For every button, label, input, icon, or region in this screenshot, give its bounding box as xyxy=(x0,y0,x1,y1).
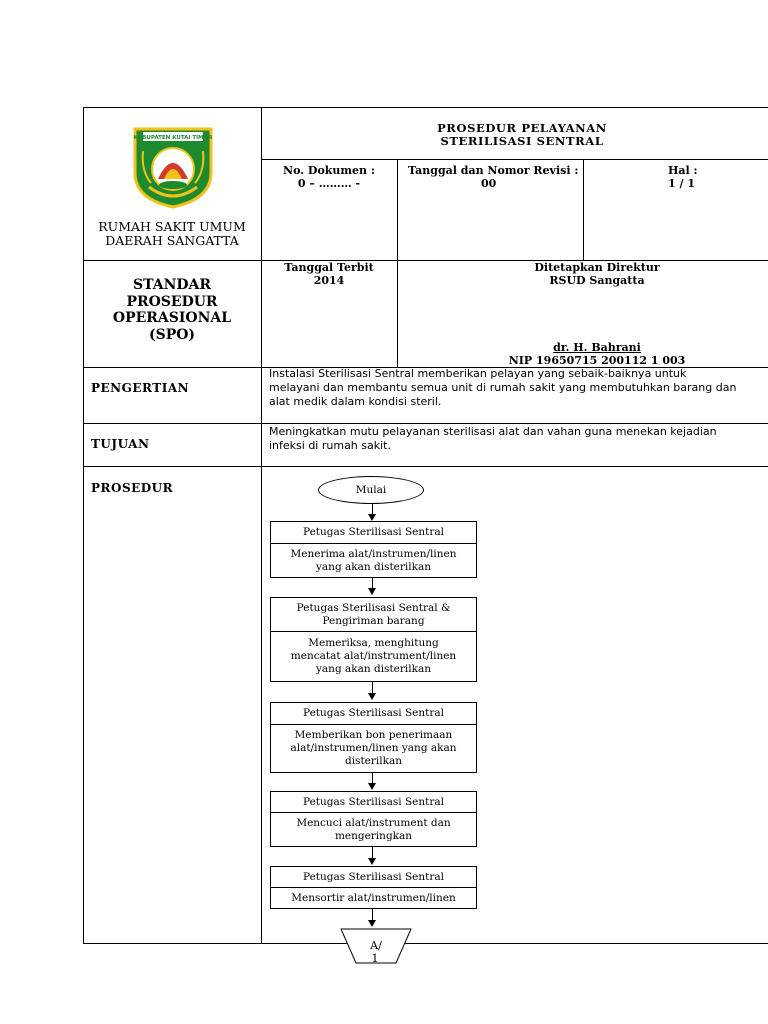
page-label: Hal : xyxy=(668,164,698,177)
approved-org: RSUD Sangatta xyxy=(549,274,645,287)
section-label-pengertian: PENGERTIAN xyxy=(91,381,190,395)
page-value: 1 / 1 xyxy=(668,177,695,190)
hospital-name-line1: RUMAH SAKIT UMUM xyxy=(98,219,246,234)
step1-actor: Petugas Sterilisasi Sentral xyxy=(303,526,444,538)
approval-cell xyxy=(397,261,768,287)
tujuan-line2: infeksi di rumah sakit. xyxy=(269,439,391,452)
table-border-top xyxy=(83,107,768,108)
director-name: dr. H. Bahrani xyxy=(553,341,641,354)
issue-date-value: 2014 xyxy=(313,274,345,287)
document-title-line1: PROSEDUR PELAYANAN xyxy=(437,121,607,135)
step4-action-line1: Mencuci alat/instrument dan xyxy=(296,816,451,829)
spo-title xyxy=(83,277,261,343)
revision-divider xyxy=(583,159,584,260)
flow-arrow-1-head xyxy=(368,514,376,521)
flow-arrow-6-head xyxy=(368,920,376,927)
hospital-name xyxy=(83,220,261,248)
step5-actor: Petugas Sterilisasi Sentral xyxy=(303,870,444,883)
flow-start-label: Mulai xyxy=(355,483,387,496)
step2-actor-line2: Pengiriman barang xyxy=(322,614,425,627)
pengertian-line1: Instalasi Sterilisasi Sentral memberikan pelayan yang sebaik-baiknya untuk xyxy=(269,367,687,380)
page-cell xyxy=(668,164,728,190)
spo-title-line3: OPERASIONAL xyxy=(112,310,232,326)
step3-action-line1: Memberikan bon penerimaan xyxy=(294,729,453,741)
flow-arrow-2-head xyxy=(368,588,376,595)
step1-action-box xyxy=(270,543,477,578)
approved-label: Ditetapkan Direktur xyxy=(534,261,660,274)
step5-actor-box xyxy=(270,866,477,888)
logo-banner-text: KABUPATEN KUTAI TIMUR xyxy=(133,135,213,141)
hospital-name-line2: DAERAH SANGATTA xyxy=(105,233,239,248)
step3-action-box xyxy=(270,724,477,773)
step2-actor-line1: Petugas Sterilisasi Sentral & xyxy=(296,601,451,614)
step5-action-box xyxy=(270,887,477,909)
step3-action-line2: alat/instrumen/linen yang akan xyxy=(290,742,457,754)
director-nip: NIP 19650715 200112 1 003 xyxy=(508,354,686,367)
doc-number-cell xyxy=(261,164,397,190)
step2-action-line3: yang akan disterilkan xyxy=(315,663,432,675)
flow-arrow-4-head xyxy=(368,783,376,790)
label-column-divider xyxy=(261,107,262,944)
hospital-logo xyxy=(129,121,217,209)
revision-label: Tanggal dan Nomor Revisi : xyxy=(408,164,579,177)
step1-actor-box xyxy=(270,521,477,544)
issue-date-label: Tanggal Terbit xyxy=(284,261,374,274)
document-title-line2: STERILISASI SENTRAL xyxy=(440,134,604,148)
step1-action-line1: Menerima alat/instrumen/linen xyxy=(290,547,457,560)
issue-date-cell xyxy=(261,261,397,287)
connector-label-line1: A/ xyxy=(370,939,382,952)
row-divider-4 xyxy=(83,466,768,467)
header-title-divider xyxy=(261,159,768,160)
flow-arrow-5-head xyxy=(368,858,376,865)
revision-value: 00 xyxy=(481,177,497,190)
section-label-prosedur: PROSEDUR xyxy=(91,481,174,495)
step2-action-line2: mencatat alat/instrument/linen xyxy=(290,650,457,662)
revision-cell xyxy=(408,164,583,190)
step2-actor-box xyxy=(270,597,477,632)
step2-action-line1: Memeriksa, menghitung xyxy=(308,637,439,649)
flow-arrow-3-head xyxy=(368,693,376,700)
step4-action-box xyxy=(270,812,477,847)
step4-actor: Petugas Sterilisasi Sentral xyxy=(303,795,444,808)
offpage-connector-label xyxy=(350,939,402,965)
pengertian-line3: alat medik dalam kondisi steril. xyxy=(269,395,442,408)
step3-actor: Petugas Sterilisasi Sentral xyxy=(303,707,444,719)
doc-number-value: 0 – ……… - xyxy=(297,177,361,190)
pengertian-line2: melayani dan membantu semua unit di rumah sakit yang membutuhkan barang dan xyxy=(269,381,737,394)
step3-action-line3: disterilkan xyxy=(344,755,403,767)
step5-action: Mensortir alat/instrumen/linen xyxy=(291,891,456,904)
step4-action-line2: mengeringkan xyxy=(334,829,413,842)
spo-title-line4: (SPO) xyxy=(148,326,196,343)
spo-title-line1: STANDAR xyxy=(132,277,212,293)
doc-number-label: No. Dokumen : xyxy=(283,164,375,177)
tujuan-text xyxy=(269,425,768,453)
director-signature xyxy=(397,341,768,367)
flow-start-terminal xyxy=(318,476,424,504)
step1-action-line2: yang akan disterilkan xyxy=(315,560,432,573)
section-label-tujuan: TUJUAN xyxy=(91,437,150,451)
row-divider-3 xyxy=(83,423,768,424)
tujuan-line1: Meningkatkan mutu pelayanan sterilisasi alat dan vahan guna menekan kejadian xyxy=(269,425,717,438)
step2-action-box xyxy=(270,631,477,682)
connector-label-line2: 1 xyxy=(371,952,379,965)
spo-title-line2: PROSEDUR xyxy=(126,293,218,310)
table-border-bottom xyxy=(83,943,768,944)
document-title xyxy=(261,122,768,148)
step4-actor-box xyxy=(270,791,477,813)
pengertian-text xyxy=(269,367,768,409)
step3-actor-box xyxy=(270,702,477,725)
